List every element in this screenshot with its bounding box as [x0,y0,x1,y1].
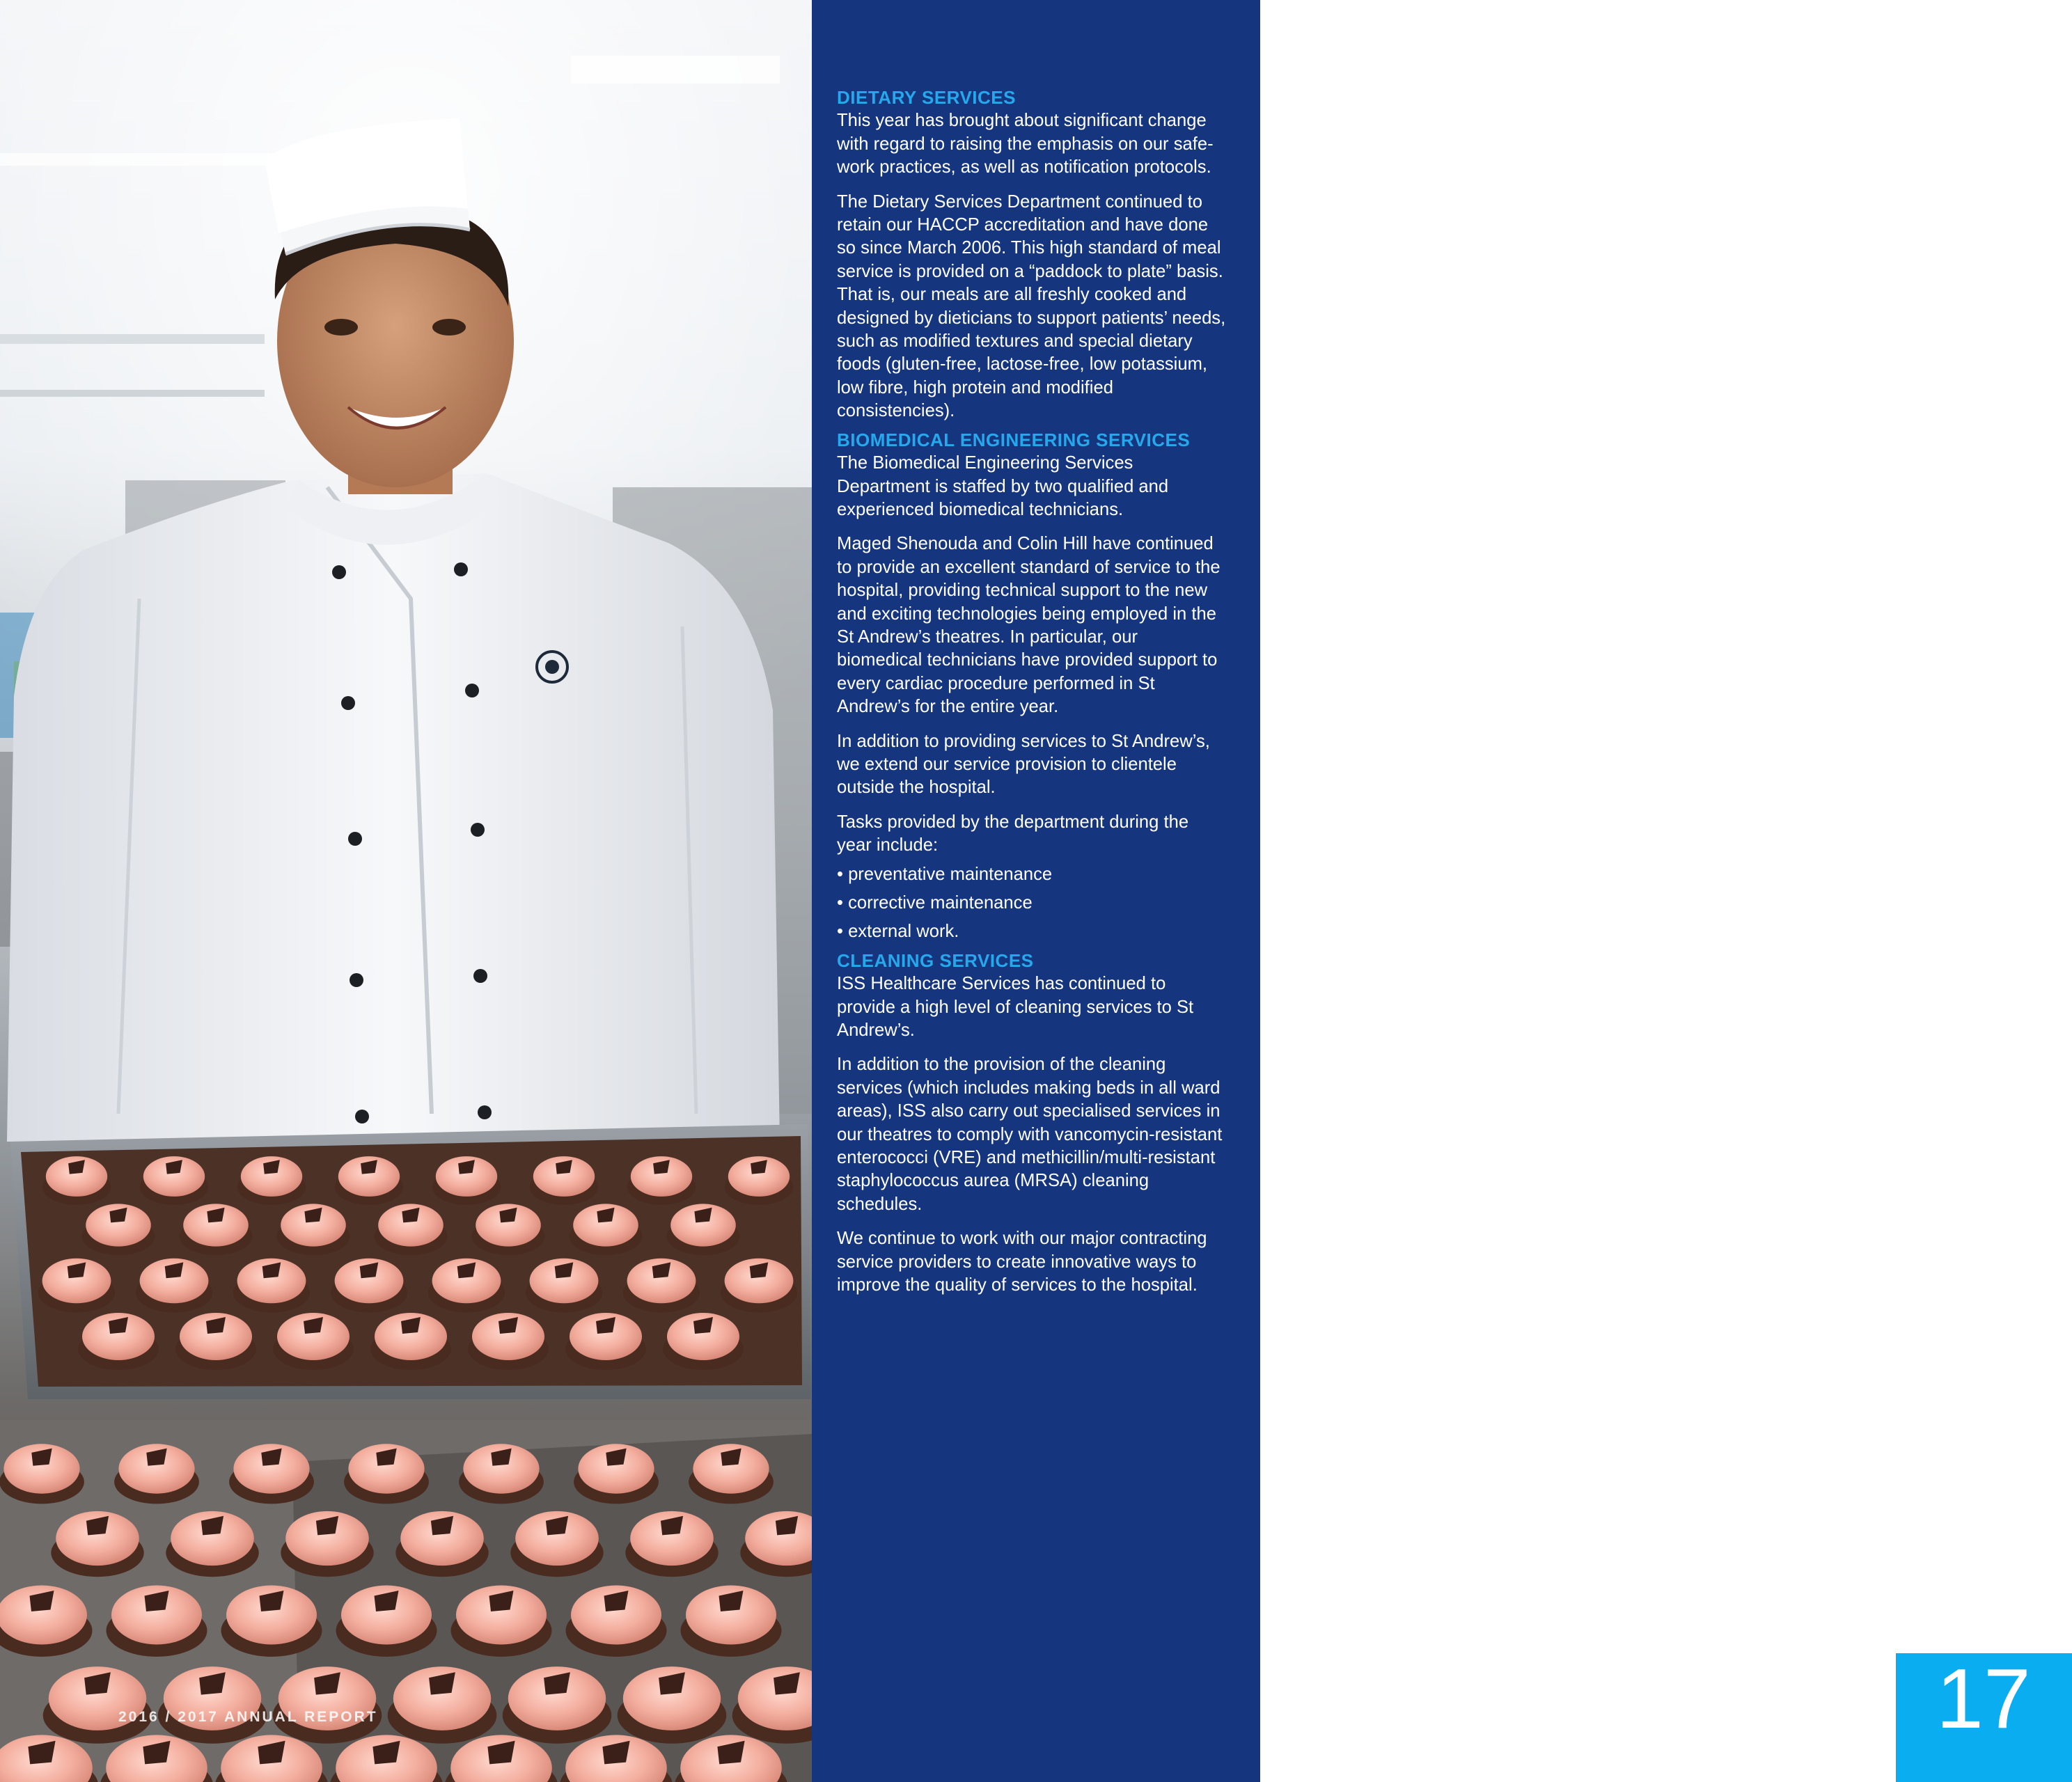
biomedical-paragraph-1: The Biomedical Engineering Services Department is staffed by two qualified and experienced biomedical technicians. [837,453,1169,519]
page-number-box [1896,1653,2072,1782]
chef-photo [0,0,812,1782]
biomedical-services-heading: BIOMEDICAL ENGINEERING SERVICES [837,429,1191,450]
annual-report-label: 2016 / 2017 ANNUAL REPORT [118,1709,378,1725]
dietary-paragraph-1: This year has brought about significant change with regard to raising the emphasis on our safe-work practices, as well as notification protocols. [837,111,1214,178]
biomedical-paragraph-3: In addition to providing services to St Andrew’s, we extend our service provision to clientele outside the hospital. [837,731,1210,798]
text-column [812,0,2031,1782]
cleaning-paragraph-1: ISS Healthcare Services has continued to provide a high level of cleaning services to St Andrew’s. [837,974,1194,1041]
article-content [837,86,1227,1309]
dietary-services-heading: DIETARY SERVICES [837,87,1016,108]
task-item: • external work. [837,920,1227,943]
dietary-paragraph-2: The Dietary Services Department continued to retain our HACCP accreditation and have done so since March 2006. This high standard of meal service is provided on a “paddock to plate” basis. That is, our meals are all freshly cooked and designed by dieticians to support patients’ needs, such as modified textures and special dietary foods (gluten-free, lactose-free, low potassium, low fibre, high protein and modified consistencies). [837,191,1226,421]
page-number: 17 [1936,1651,2031,1746]
task-item: • corrective maintenance [837,892,1227,915]
cleaning-paragraph-3: We continue to work with our major contracting service providers to create innovative ways to improve the quality of services to the hospital. [837,1229,1207,1295]
chef-illustration [0,0,812,1782]
task-item: • preventative maintenance [837,863,1227,886]
cleaning-paragraph-2: In addition to the provision of the cleaning services (which includes making beds in all ward areas), ISS also carry out specialised services in our theatres to comply with vancomycin-resistant enterococci (VRE) and methicillin/multi-resistant staphylococcus aurea (MRSA) cleaning schedules. [837,1055,1223,1214]
cupcakes-group [0,1156,841,1782]
biomedical-paragraph-4: Tasks provided by the department during the year include: [837,812,1189,855]
biomedical-paragraph-2: Maged Shenouda and Colin Hill have continued to provide an excellent standard of service to the hospital, providing technical support to the new and exciting technologies being employed in the St Andrew’s theatres. In particular, our biomedical technicians have provided support to every cardiac procedure performed in St Andrew’s for the entire year. [837,534,1221,717]
tasks-list [837,863,1227,944]
cleaning-services-heading: CLEANING SERVICES [837,949,1034,971]
